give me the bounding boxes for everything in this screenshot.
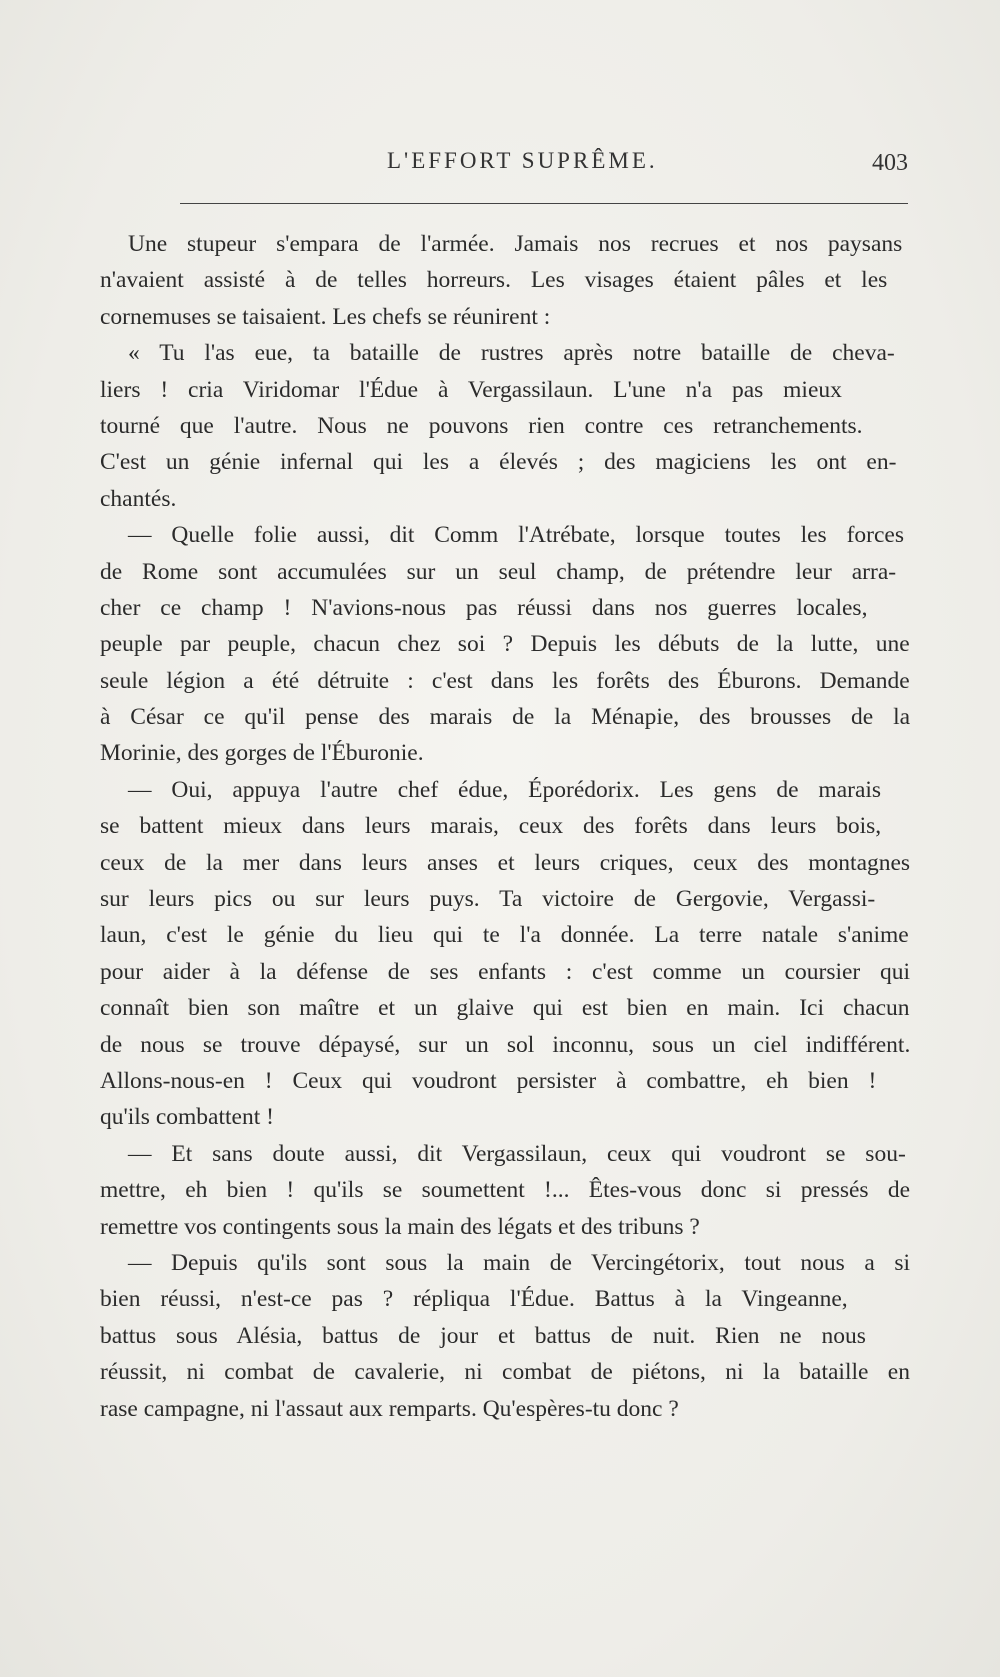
text-line: à César ce qu'il pense des marais de la Ménapie, des brousses de la xyxy=(100,704,911,731)
text-line: chantés. xyxy=(100,485,177,512)
text-line: battus sous Alésia, battus de jour et battus de nuit. Rien ne nous xyxy=(100,1322,866,1349)
text-line: « Tu l'as eue, ta bataille de rustres après notre bataille de cheva- xyxy=(128,340,895,367)
text-line: laun, c'est le génie du lieu qui te l'a donnée. La terre natale s'anime xyxy=(100,922,909,949)
text-line: peuple par peuple, chacun chez soi ? Depuis les débuts de la lutte, une xyxy=(100,631,910,658)
text-line: sur leurs pics ou sur leurs puys. Ta victoire de Gergovie, Vergassi- xyxy=(100,886,876,913)
text-line: ceux de la mer dans leurs anses et leurs criques, ceux des montagnes xyxy=(100,849,911,876)
text-line: Morinie, des gorges de l'Éburonie. xyxy=(100,740,424,767)
text-line: cornemuses se taisaient. Les chefs se réunirent : xyxy=(100,303,551,330)
text-line: C'est un génie infernal qui les a élevés ; des magiciens les ont en- xyxy=(100,449,897,476)
text-line: — Et sans doute aussi, dit Vergassilaun, ceux qui voudront se sou- xyxy=(128,1140,906,1167)
page-number: 403 xyxy=(872,150,908,176)
text-line: — Oui, appuya l'autre chef édue, Éporédorix. Les gens de marais xyxy=(128,776,882,803)
text-line: tourné que l'autre. Nous ne pouvons rien contre ces retranchements. xyxy=(100,412,863,439)
text-line: cher ce champ ! N'avions-nous pas réussi dans nos guerres locales, xyxy=(100,594,868,621)
text-line: se battent mieux dans leurs marais, ceux des forêts dans leurs bois, xyxy=(100,813,882,840)
text-line: bien réussi, n'est-ce pas ? répliqua l'Édue. Battus à la Vingeanne, xyxy=(100,1286,848,1313)
text-line: remettre vos contingents sous la main des légats et des tribuns ? xyxy=(100,1213,700,1240)
text-line: connaît bien son maître et un glaive qui est bien en main. Ici chacun xyxy=(100,995,910,1022)
running-title: L'EFFORT SUPRÊME. xyxy=(387,148,658,173)
header-rule xyxy=(180,203,908,204)
text-line: mettre, eh bien ! qu'ils se soumettent !... Êtes-vous donc si pressés de xyxy=(100,1177,911,1204)
text-line: seule légion a été détruite : c'est dans les forêts des Éburons. Demande xyxy=(100,667,910,694)
text-line: Allons-nous-en ! Ceux qui voudront persister à combattre, eh bien ! xyxy=(100,1067,877,1094)
text-line: de Rome sont accumulées sur un seul champ, de prétendre leur arra- xyxy=(100,558,897,585)
text-line: qu'ils combattent ! xyxy=(100,1104,274,1131)
text-line: rase campagne, ni l'assaut aux remparts. Qu'espères-tu donc ? xyxy=(100,1395,679,1422)
text-line: — Depuis qu'ils sont sous la main de Vercingétorix, tout nous a si xyxy=(128,1249,911,1276)
text-line: liers ! cria Viridomar l'Édue à Vergassilaun. L'une n'a pas mieux xyxy=(100,376,842,403)
text-line: — Quelle folie aussi, dit Comm l'Atrébate, lorsque toutes les forces xyxy=(128,522,904,549)
text-line: Une stupeur s'empara de l'armée. Jamais nos recrues et nos paysans xyxy=(128,231,903,257)
text-line: pour aider à la défense de ses enfants : c'est comme un coursier qui xyxy=(100,958,911,985)
page-header xyxy=(180,148,908,188)
text-line: n'avaient assisté à de telles horreurs. Les visages étaient pâles et les xyxy=(100,267,888,294)
text-line: réussit, ni combat de cavalerie, ni combat de piétons, ni la bataille en xyxy=(100,1359,910,1386)
body-text xyxy=(100,226,910,1427)
text-line: de nous se trouve dépaysé, sur un sol inconnu, sous un ciel indifférent. xyxy=(100,1031,911,1058)
